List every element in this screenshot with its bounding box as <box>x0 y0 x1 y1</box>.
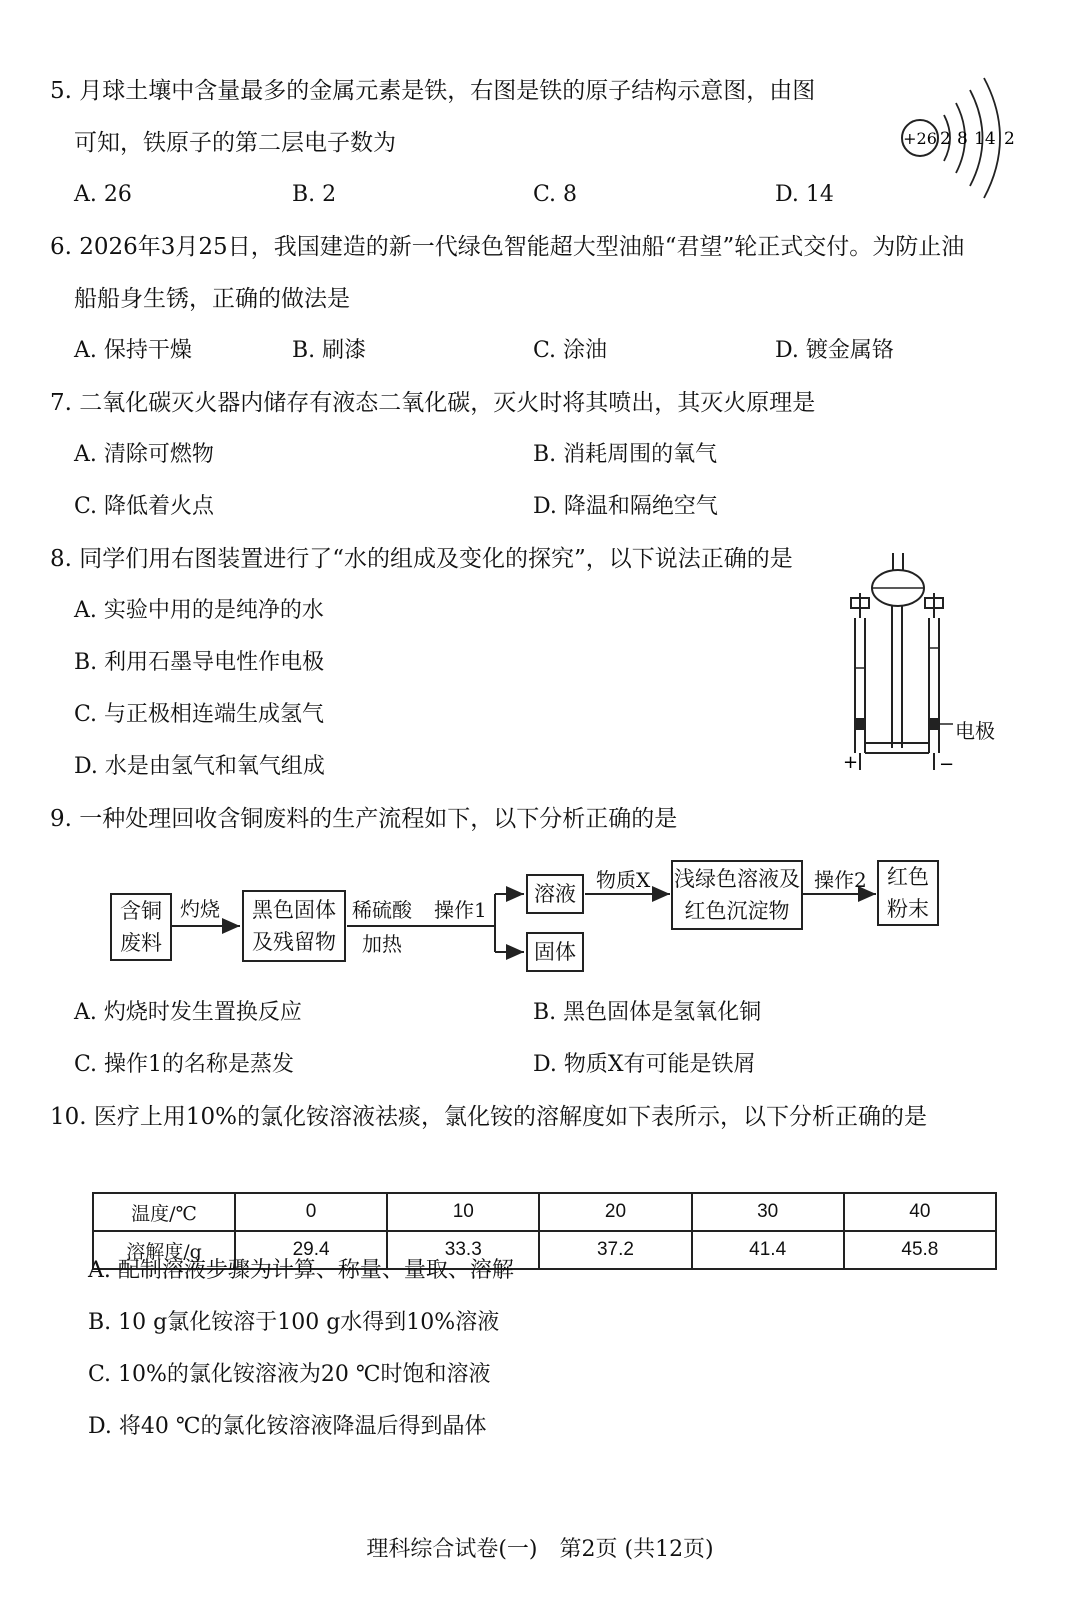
table-cell: 40 <box>844 1193 996 1231</box>
q7-option-a: A. 清除可燃物 <box>74 442 214 467</box>
q8-option-c: C. 与正极相连端生成氢气 <box>74 702 325 727</box>
q10-option-c: C. 10%的氯化铵溶液为20 ℃时饱和溶液 <box>88 1362 491 1387</box>
table-cell: 41.4 <box>692 1231 844 1269</box>
q9-option-d: D. 物质X有可能是铁屑 <box>533 1052 756 1077</box>
nucleus-charge: +26 <box>903 129 937 148</box>
flow-box-green-solution-line1: 浅绿色溶液及 <box>674 867 800 891</box>
flow-box-solution: 溶液 <box>526 874 584 914</box>
shell-electrons-4: 2 <box>1004 129 1015 149</box>
table-cell: 33.3 <box>387 1231 539 1269</box>
q9-option-b: B. 黑色固体是氢氧化铜 <box>533 1000 762 1025</box>
flow-label-acid: 稀硫酸 <box>352 898 412 922</box>
shell-electrons-3: 14 <box>974 129 996 149</box>
q9-option-c: C. 操作1的名称是蒸发 <box>74 1052 295 1077</box>
q5-option-c: C. 8 <box>533 182 578 207</box>
flow-label-heat: 加热 <box>362 932 402 956</box>
flow-box-black-solid-line1: 黑色固体 <box>252 898 336 922</box>
table-cell: 30 <box>692 1193 844 1231</box>
flow-box-green-solution <box>671 860 803 930</box>
flow-box-solid: 固体 <box>526 932 584 972</box>
q5-stem-line2: 可知，铁原子的第二层电子数为 <box>74 130 396 156</box>
table-header-solubility: 溶解度/g <box>93 1231 235 1269</box>
q5-stem-line1: 5. 月球土壤中含量最多的金属元素是铁，右图是铁的原子结构示意图，由图 <box>50 78 816 104</box>
flow-box-red-powder-line1: 红色 <box>887 865 929 889</box>
flow-label-operation2: 操作2 <box>814 868 867 892</box>
table-cell: 29.4 <box>235 1231 387 1269</box>
q6-option-b: B. 刷漆 <box>292 338 367 363</box>
positive-terminal-sign: + <box>843 752 859 773</box>
q8-option-b: B. 利用石墨导电性作电极 <box>74 650 325 675</box>
flow-box-copper-waste <box>110 893 172 961</box>
q5-option-d: D. 14 <box>775 182 834 207</box>
flow-label-operation1: 操作1 <box>434 898 487 922</box>
flow-label-substance-x: 物质X <box>596 868 651 892</box>
table-cell: 0 <box>235 1193 387 1231</box>
q7-option-d: D. 降温和隔绝空气 <box>533 494 718 519</box>
flow-box-copper-waste-line2: 废料 <box>120 931 162 955</box>
q8-option-d: D. 水是由氢气和氧气组成 <box>74 754 325 779</box>
q9-stem-line1: 9. 一种处理回收含铜废料的生产流程如下，以下分析正确的是 <box>50 806 678 832</box>
flow-box-copper-waste-line1: 含铜 <box>120 899 162 923</box>
table-cell: 10 <box>387 1193 539 1231</box>
q5-option-a: A. 26 <box>74 182 132 207</box>
table-row-temperature <box>93 1193 996 1231</box>
shell-electrons-2: 8 <box>957 129 968 149</box>
q8-option-a: A. 实验中用的是纯净的水 <box>74 598 324 623</box>
q7-option-c: C. 降低着火点 <box>74 494 215 519</box>
flow-box-black-solid <box>242 890 346 962</box>
q10-option-a: A. 配制溶液步骤为计算、称量、量取、溶解 <box>88 1258 514 1283</box>
flow-box-red-powder <box>877 860 939 926</box>
q5-option-b: B. 2 <box>292 182 337 207</box>
table-cell: 20 <box>539 1193 691 1231</box>
q10-option-b: B. 10 g氯化铵溶于100 g水得到10%溶液 <box>88 1310 500 1335</box>
q10-option-d: D. 将40 ℃的氯化铵溶液降温后得到晶体 <box>88 1414 487 1439</box>
flow-label-burn: 灼烧 <box>180 897 220 921</box>
q9-option-a: A. 灼烧时发生置换反应 <box>74 1000 302 1025</box>
q6-option-c: C. 涂油 <box>533 338 608 363</box>
flow-box-red-powder-line2: 粉末 <box>887 897 929 921</box>
q10-stem-line1: 10. 医疗上用10%的氯化铵溶液祛痰，氯化铵的溶解度如下表所示，以下分析正确的是 <box>50 1104 928 1130</box>
q6-stem-line1: 6. 2026年3月25日，我国建造的新一代绿色智能超大型油船“君望”轮正式交付。为防止油 <box>50 234 965 260</box>
electrode-label: 电极 <box>955 719 995 743</box>
flow-box-green-solution-line2: 红色沉淀物 <box>684 899 790 923</box>
table-cell: 45.8 <box>844 1231 996 1269</box>
q6-option-a: A. 保持干燥 <box>74 338 192 363</box>
flow-box-black-solid-line2: 及残留物 <box>252 930 336 954</box>
shell-electrons-1: 2 <box>940 129 951 149</box>
q8-stem-line1: 8. 同学们用右图装置进行了“水的组成及变化的探究”，以下说法正确的是 <box>50 546 793 572</box>
table-cell: 37.2 <box>539 1231 691 1269</box>
negative-terminal-sign: − <box>939 754 955 775</box>
q6-option-d: D. 镀金属铬 <box>775 338 894 363</box>
page-footer: 理科综合试卷(一) 第2页 (共12页) <box>366 1537 714 1562</box>
q7-stem-line1: 7. 二氧化碳灭火器内储存有液态二氧化碳，灭火时将其喷出，其灭火原理是 <box>50 390 816 416</box>
q6-stem-line2: 船船身生锈，正确的做法是 <box>74 286 350 312</box>
table-header-temperature: 温度/℃ <box>93 1193 235 1231</box>
q7-option-b: B. 消耗周围的氧气 <box>533 442 718 467</box>
